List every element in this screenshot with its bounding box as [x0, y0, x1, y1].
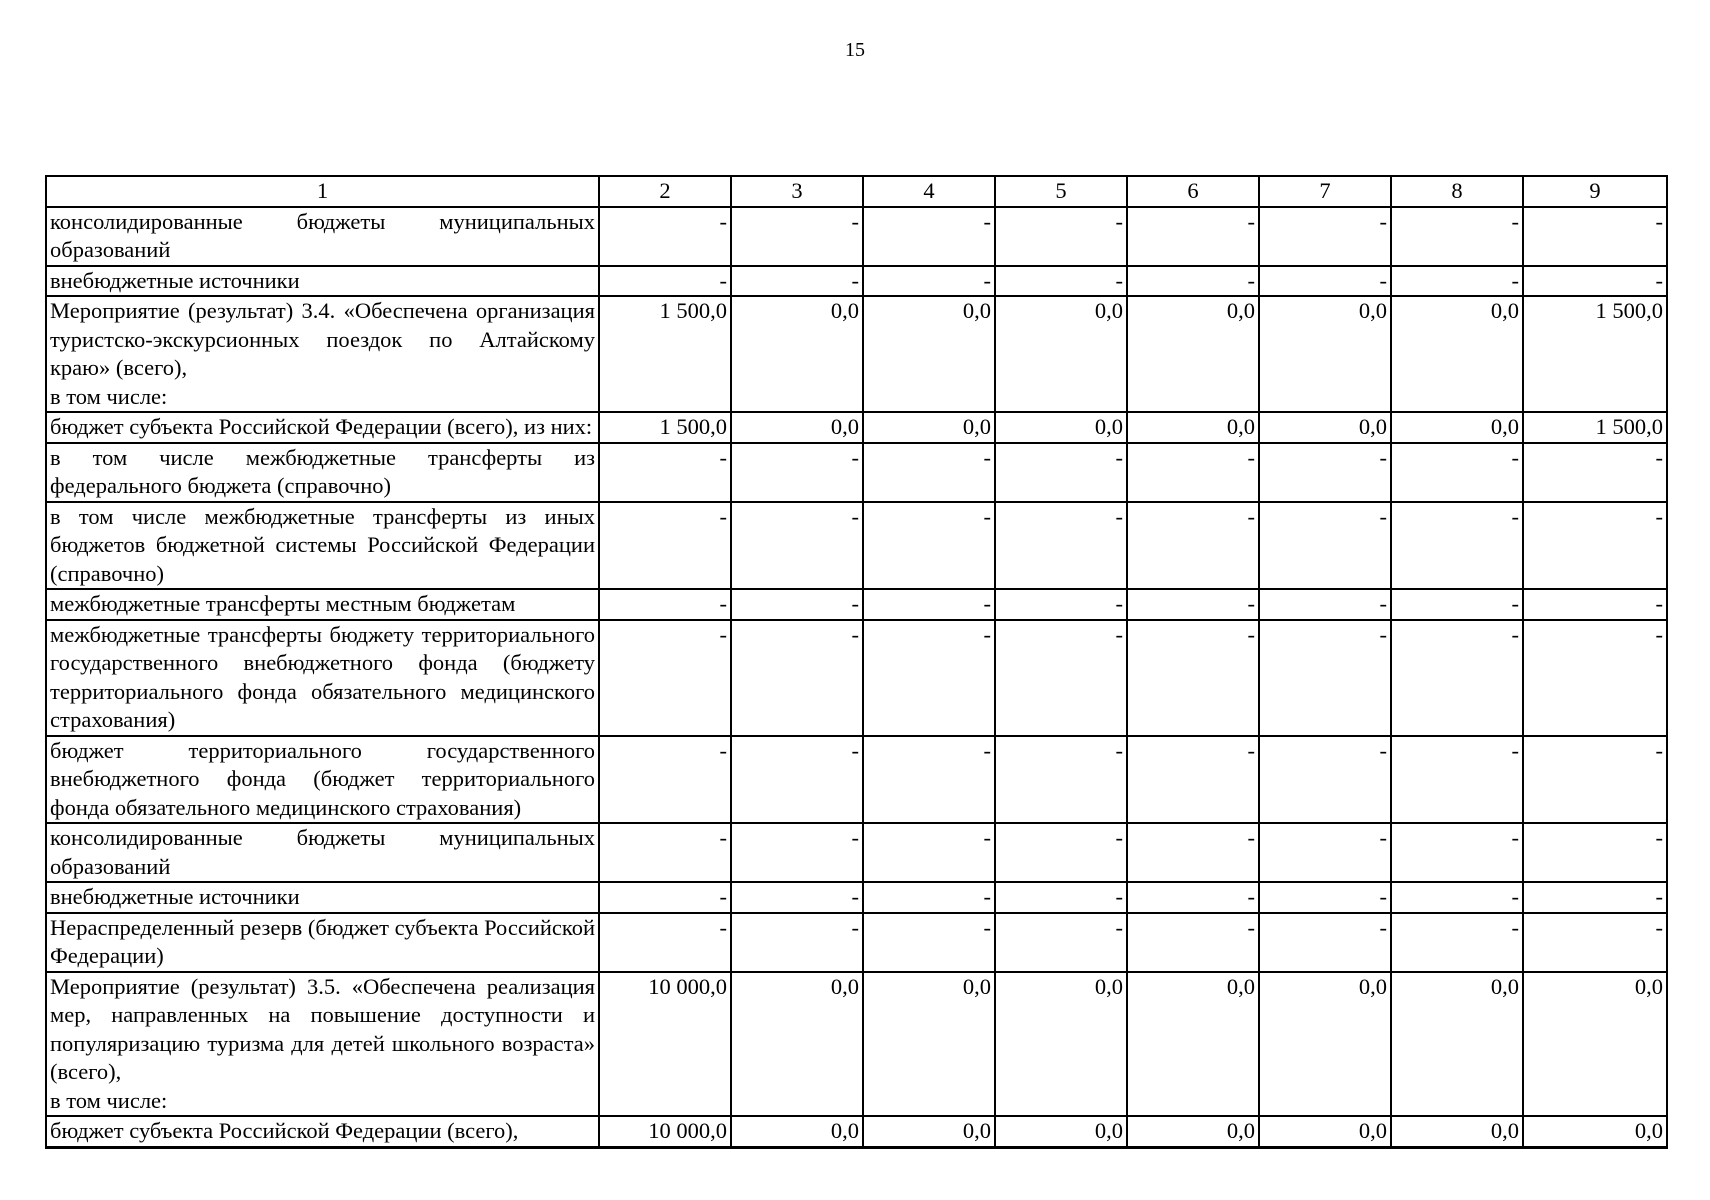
value-cell: -: [1523, 913, 1667, 972]
row-label: Нераспределенный резерв (бюджет субъекта Российской Федерации): [46, 913, 599, 972]
value-cell: -: [1523, 823, 1667, 882]
value-cell: 0,0: [863, 412, 995, 443]
value-cell: -: [731, 913, 863, 972]
column-header: 5: [995, 176, 1127, 207]
value-cell: 0,0: [731, 296, 863, 412]
value-cell: 1 500,0: [599, 296, 731, 412]
value-cell: -: [731, 736, 863, 824]
value-cell: -: [863, 443, 995, 502]
table-row: [46, 1116, 1667, 1147]
value-cell: -: [863, 266, 995, 297]
value-cell: 0,0: [1127, 972, 1259, 1117]
row-label: в том числе межбюджетные трансферты из федерального бюджета (справочно): [46, 443, 599, 502]
value-cell: -: [1259, 266, 1391, 297]
value-cell: 0,0: [863, 296, 995, 412]
value-cell: -: [1391, 913, 1523, 972]
value-cell: -: [1391, 823, 1523, 882]
value-cell: -: [863, 736, 995, 824]
row-label: бюджет субъекта Российской Федерации (всего),: [46, 1116, 599, 1147]
value-cell: -: [863, 913, 995, 972]
value-cell: -: [995, 443, 1127, 502]
value-cell: 1 500,0: [1523, 296, 1667, 412]
value-cell: 0,0: [863, 972, 995, 1117]
value-cell: -: [599, 882, 731, 913]
value-cell: 0,0: [1391, 412, 1523, 443]
value-cell: -: [1259, 882, 1391, 913]
page-number: 15: [845, 39, 865, 61]
value-cell: -: [599, 266, 731, 297]
row-label: межбюджетные трансферты бюджету территориального государственного внебюджетного фонда (бюджету территориального фонда обязательного медицинского страхования): [46, 620, 599, 736]
value-cell: -: [1127, 823, 1259, 882]
column-header: 4: [863, 176, 995, 207]
value-cell: -: [995, 589, 1127, 620]
value-cell: 0,0: [731, 1116, 863, 1147]
value-cell: -: [1127, 502, 1259, 590]
value-cell: -: [731, 620, 863, 736]
row-label: Мероприятие (результат) 3.4. «Обеспечена организация туристско-экскурсионных поездок по Алтайскому краю» (всего), в том числе:: [46, 296, 599, 412]
row-label: межбюджетные трансферты местным бюджетам: [46, 589, 599, 620]
column-header: 1: [46, 176, 599, 207]
value-cell: -: [599, 913, 731, 972]
value-cell: -: [1127, 266, 1259, 297]
value-cell: -: [599, 620, 731, 736]
value-cell: 0,0: [1391, 972, 1523, 1117]
value-cell: -: [1259, 620, 1391, 736]
table-row: [46, 443, 1667, 502]
table-row: [46, 412, 1667, 443]
value-cell: -: [1391, 443, 1523, 502]
value-cell: -: [1127, 913, 1259, 972]
value-cell: 0,0: [1259, 972, 1391, 1117]
value-cell: -: [995, 207, 1127, 266]
value-cell: -: [1127, 443, 1259, 502]
table-body: [46, 207, 1667, 1148]
table-row: [46, 207, 1667, 266]
value-cell: -: [863, 502, 995, 590]
value-cell: -: [1391, 266, 1523, 297]
value-cell: -: [1523, 882, 1667, 913]
value-cell: 0,0: [1523, 1116, 1667, 1147]
table-row: [46, 296, 1667, 412]
value-cell: -: [863, 589, 995, 620]
value-cell: -: [1523, 207, 1667, 266]
value-cell: 0,0: [863, 1116, 995, 1147]
budget-table: [45, 175, 1668, 1149]
value-cell: 0,0: [1127, 296, 1259, 412]
value-cell: 0,0: [1127, 412, 1259, 443]
row-label: внебюджетные источники: [46, 266, 599, 297]
value-cell: -: [995, 266, 1127, 297]
value-cell: -: [995, 823, 1127, 882]
value-cell: -: [731, 207, 863, 266]
value-cell: 1 500,0: [1523, 412, 1667, 443]
value-cell: -: [1259, 207, 1391, 266]
value-cell: 0,0: [995, 972, 1127, 1117]
table-row: [46, 913, 1667, 972]
value-cell: -: [599, 736, 731, 824]
value-cell: 0,0: [1259, 412, 1391, 443]
value-cell: -: [1391, 736, 1523, 824]
table-row: [46, 589, 1667, 620]
value-cell: 0,0: [995, 412, 1127, 443]
table-row: [46, 882, 1667, 913]
column-header: 9: [1523, 176, 1667, 207]
table-row: [46, 620, 1667, 736]
value-cell: -: [1127, 736, 1259, 824]
value-cell: -: [995, 736, 1127, 824]
value-cell: -: [1523, 620, 1667, 736]
table-row: [46, 972, 1667, 1117]
value-cell: -: [1259, 736, 1391, 824]
value-cell: -: [731, 443, 863, 502]
column-header: 6: [1127, 176, 1259, 207]
value-cell: 0,0: [1523, 972, 1667, 1117]
value-cell: -: [1127, 882, 1259, 913]
value-cell: 1 500,0: [599, 412, 731, 443]
value-cell: -: [599, 207, 731, 266]
value-cell: -: [1391, 620, 1523, 736]
value-cell: 0,0: [1259, 296, 1391, 412]
value-cell: -: [1127, 589, 1259, 620]
value-cell: -: [731, 266, 863, 297]
value-cell: 0,0: [1127, 1116, 1259, 1147]
value-cell: -: [995, 882, 1127, 913]
header-row: [46, 176, 1667, 207]
value-cell: 0,0: [731, 972, 863, 1117]
column-header: 2: [599, 176, 731, 207]
value-cell: -: [995, 620, 1127, 736]
value-cell: -: [863, 823, 995, 882]
value-cell: -: [1259, 443, 1391, 502]
value-cell: 0,0: [995, 1116, 1127, 1147]
value-cell: -: [1259, 913, 1391, 972]
value-cell: 0,0: [995, 296, 1127, 412]
value-cell: -: [731, 823, 863, 882]
value-cell: 0,0: [1391, 1116, 1523, 1147]
value-cell: -: [1523, 502, 1667, 590]
value-cell: 10 000,0: [599, 1116, 731, 1147]
value-cell: -: [599, 823, 731, 882]
column-header: 8: [1391, 176, 1523, 207]
row-label: бюджет субъекта Российской Федерации (всего), из них:: [46, 412, 599, 443]
table-row: [46, 736, 1667, 824]
value-cell: -: [1523, 443, 1667, 502]
row-label: консолидированные бюджеты муниципальных образований: [46, 207, 599, 266]
value-cell: -: [731, 589, 863, 620]
value-cell: -: [863, 207, 995, 266]
table-row: [46, 502, 1667, 590]
value-cell: -: [1391, 502, 1523, 590]
value-cell: -: [599, 589, 731, 620]
row-label: бюджет территориального государственного внебюджетного фонда (бюджет территориального фонда обязательного медицинского страхования): [46, 736, 599, 824]
value-cell: -: [1523, 736, 1667, 824]
value-cell: -: [1391, 882, 1523, 913]
value-cell: -: [731, 502, 863, 590]
value-cell: -: [1523, 266, 1667, 297]
value-cell: -: [995, 502, 1127, 590]
value-cell: -: [1523, 589, 1667, 620]
value-cell: 0,0: [1259, 1116, 1391, 1147]
value-cell: 0,0: [1391, 296, 1523, 412]
value-cell: -: [863, 620, 995, 736]
value-cell: -: [1127, 207, 1259, 266]
value-cell: -: [731, 882, 863, 913]
value-cell: 10 000,0: [599, 972, 731, 1117]
row-label: Мероприятие (результат) 3.5. «Обеспечена реализация мер, направленных на повышение доступности и популяризацию туризма для детей школьного возраста» (всего), в том числе:: [46, 972, 599, 1117]
value-cell: 0,0: [731, 412, 863, 443]
row-label: внебюджетные источники: [46, 882, 599, 913]
column-header: 3: [731, 176, 863, 207]
row-label: консолидированные бюджеты муниципальных образований: [46, 823, 599, 882]
column-header: 7: [1259, 176, 1391, 207]
value-cell: -: [995, 913, 1127, 972]
value-cell: -: [863, 882, 995, 913]
value-cell: -: [1259, 502, 1391, 590]
table-row: [46, 823, 1667, 882]
value-cell: -: [1391, 589, 1523, 620]
value-cell: -: [599, 502, 731, 590]
value-cell: -: [1127, 620, 1259, 736]
row-label: в том числе межбюджетные трансферты из иных бюджетов бюджетной системы Российской Федерации (справочно): [46, 502, 599, 590]
value-cell: -: [599, 443, 731, 502]
value-cell: -: [1391, 207, 1523, 266]
value-cell: -: [1259, 589, 1391, 620]
value-cell: -: [1259, 823, 1391, 882]
table-row: [46, 266, 1667, 297]
